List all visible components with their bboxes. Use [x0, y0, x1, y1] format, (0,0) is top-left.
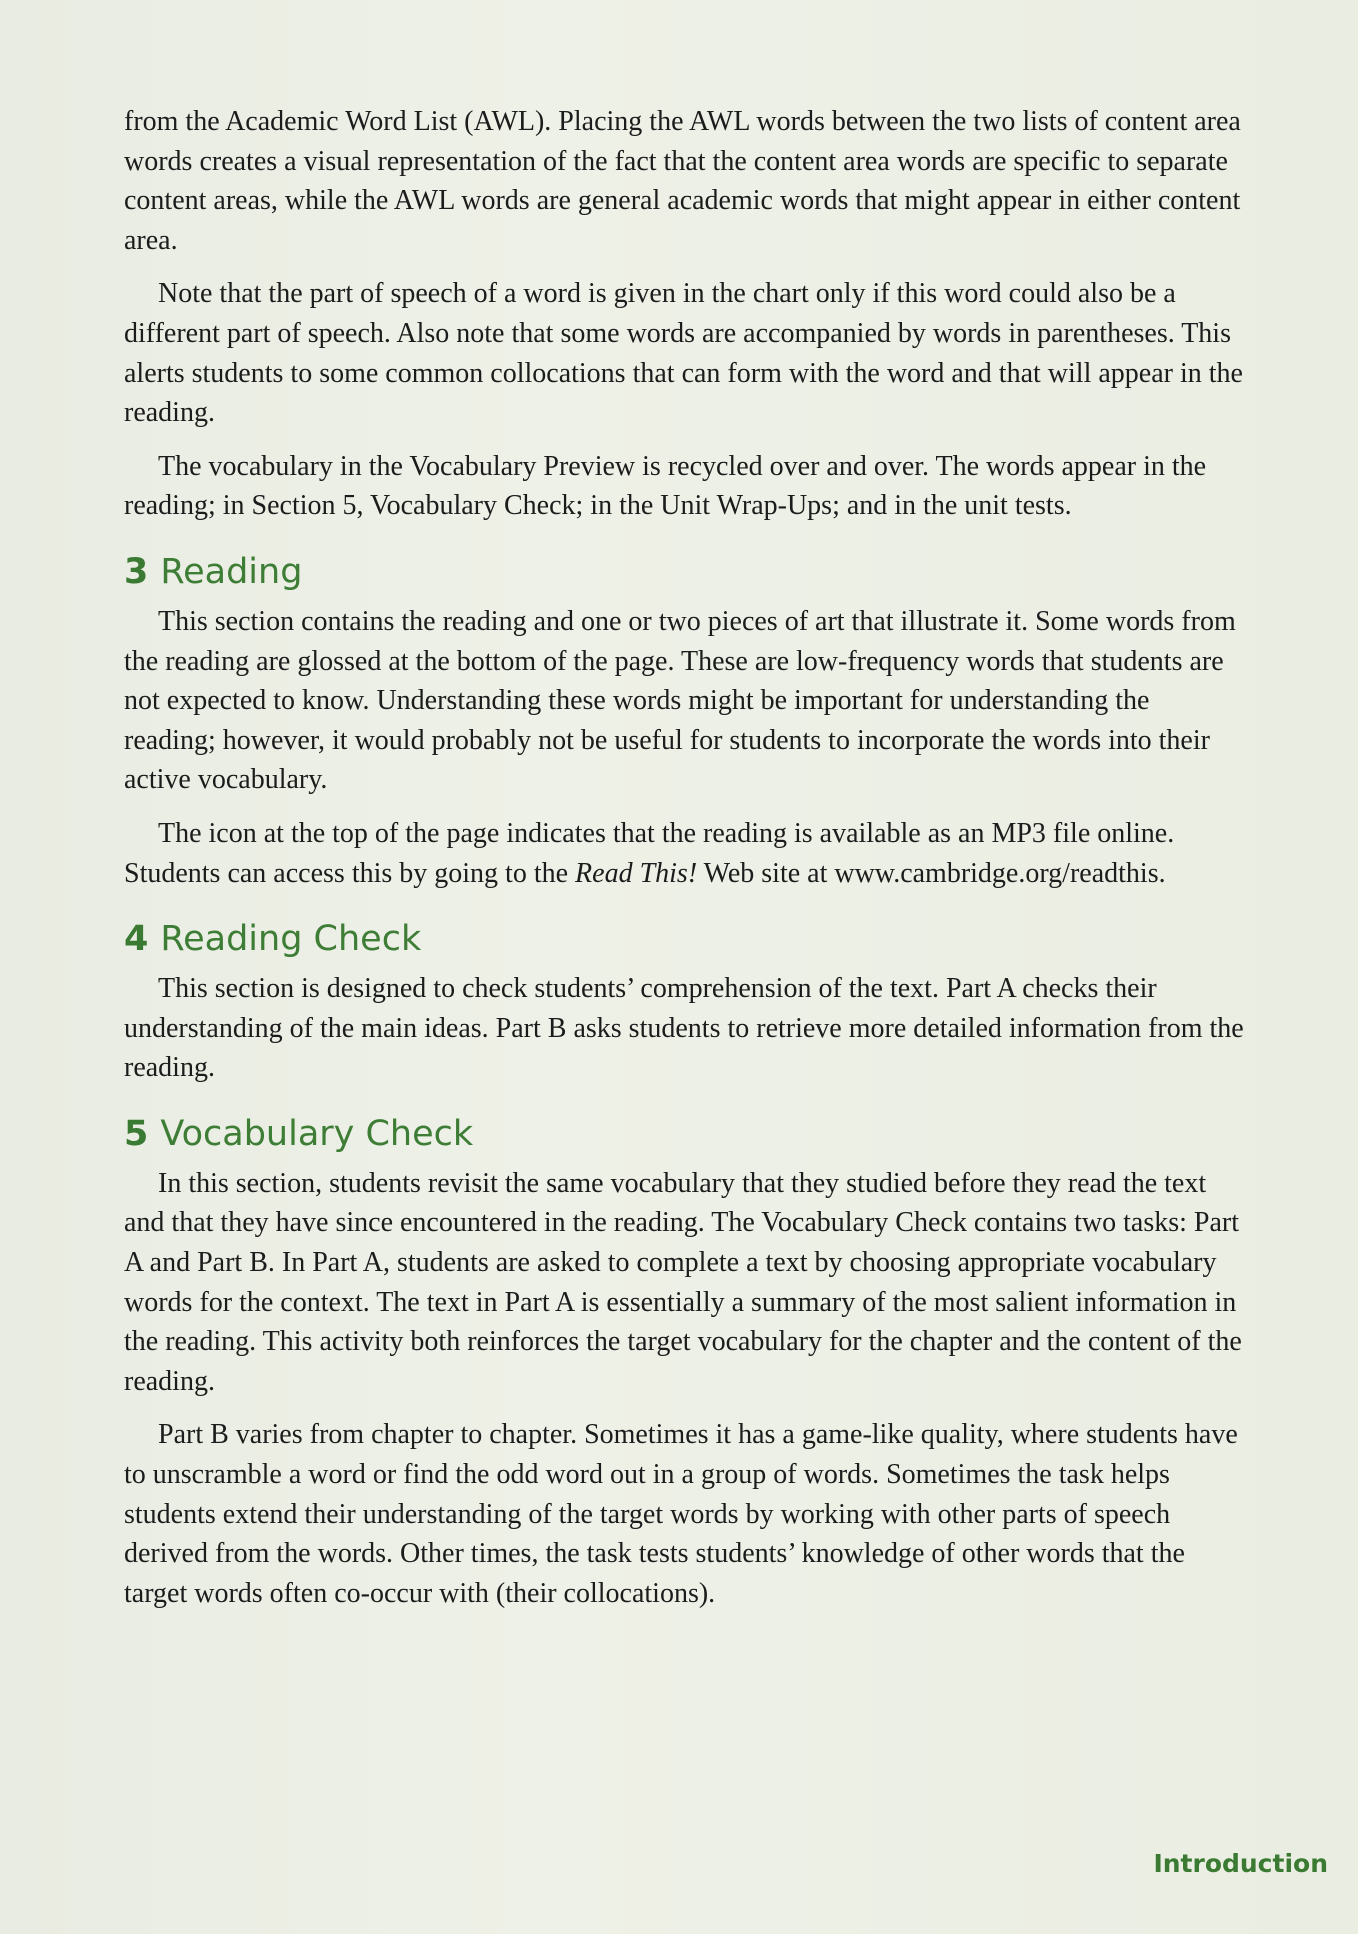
intro-paragraph-2: Note that the part of speech of a word is given in the chart only if this word could also be a different part of speech. Also note that some words are accompanied by words in parentheses. This alerts students to some common collocations that can form with the word and that will appear in the reading.	[124, 278, 1243, 429]
read-this-title: Read This!	[575, 857, 698, 889]
section-3-paragraph-2-text-a: The icon at the top of the page indicates that the reading is available as an MP3 file online. Students can access this by going to the	[124, 817, 1175, 889]
section-3-title: Reading	[160, 551, 303, 592]
section-3-paragraph-2	[124, 814, 1244, 893]
section-3-number: 3	[124, 551, 149, 592]
section-5-paragraph-2: Part B varies from chapter to chapter. Sometimes it has a game-like quality, where students have to unscramble a word or find the odd word out in a group of words. Sometimes the task helps students extend their understanding of the target words by working with other parts of speech derived from the words. Other times, the task tests students’ knowledge of other words that the target words often co-occur with (their collocations).	[124, 1419, 1238, 1609]
section-5-title: Vocabulary Check	[160, 1113, 474, 1154]
section-3-paragraph-2-text-b: Web site at www.cambridge.org/readthis.	[697, 857, 1166, 889]
section-5-number: 5	[124, 1113, 149, 1154]
intro-paragraph-1: from the Academic Word List (AWL). Placing the AWL words between the two lists of content area words creates a visual representation of the fact that the content area words are specific to separate content areas, while the AWL words are general academic words that might appear in either content area.	[124, 106, 1241, 256]
section-4-title: Reading Check	[160, 919, 422, 960]
section-3-heading	[124, 548, 1244, 596]
section-5-paragraph-1: In this section, students revisit the same vocabulary that they studied before they read the text and that they have since encountered in the reading. The Vocabulary Check contains two tasks: Part A and Part B. In Part A, students are asked to complete a text by choosing appropriate vocabulary words for the context. The text in Part A is essentially a summary of the most salient information in the reading. This activity both reinforces the target vocabulary for the chapter and the content of the reading.	[124, 1167, 1242, 1397]
section-4-heading	[124, 915, 1244, 963]
page-content	[124, 102, 1244, 1627]
section-5-heading	[124, 1110, 1244, 1158]
section-3-paragraph-1: This section contains the reading and one or two pieces of art that illustrate it. Some words from the reading are glossed at the bottom of the page. These are low-frequency words that students are not expected to know. Understanding these words might be important for understanding the reading; however, it would probably not be useful for students to incorporate the words into their active vocabulary.	[124, 605, 1236, 796]
section-4-number: 4	[124, 919, 149, 960]
intro-paragraph-3: The vocabulary in the Vocabulary Preview is recycled over and over. The words appear in the reading; in Section 5, Vocabulary Check; in the Unit Wrap-Ups; and in the unit tests.	[124, 450, 1207, 522]
section-4-paragraph-1: This section is designed to check students’ comprehension of the text. Part A checks their understanding of the main ideas. Part B asks students to retrieve more detailed information from the reading.	[124, 973, 1244, 1084]
running-footer: Introduction	[1153, 1849, 1328, 1878]
